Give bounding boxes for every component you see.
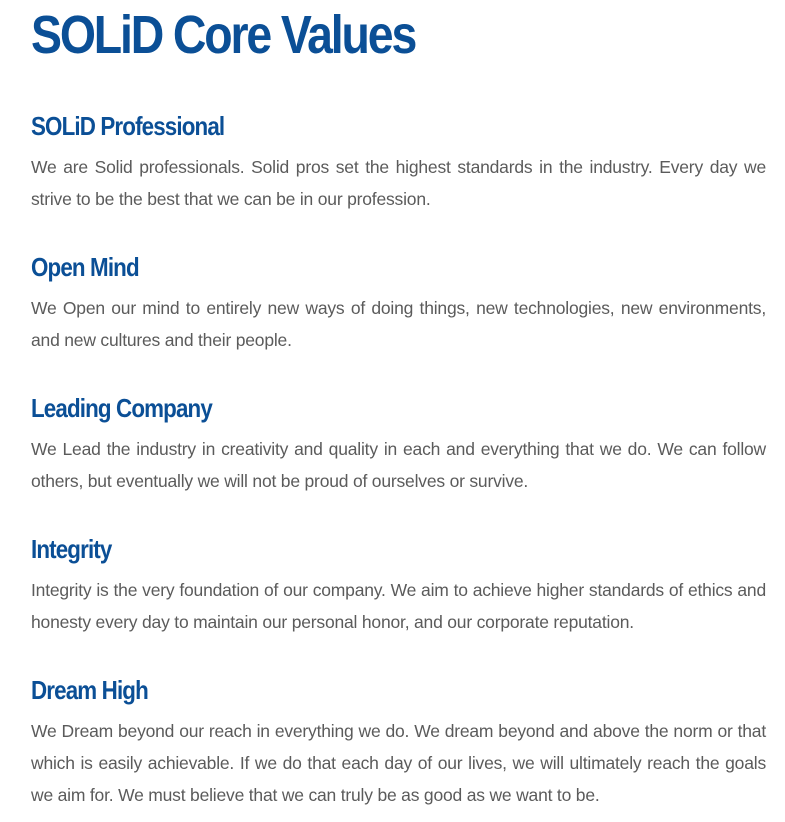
value-description: We Dream beyond our reach in everything we do. We dream beyond and above the norm or that which is easily achievable. If we do that each day of our lives, we will ultimately reach the goals we aim for. We must believe that we can truly be as good as we want to be. [31,721,766,805]
value-section-leading-company [31,393,766,497]
core-values-page [31,0,766,805]
page-title: SOLiD Core Values [31,5,416,65]
value-description: Integrity is the very foundation of our company. We aim to achieve higher standards of ethics and honesty every day to maintain our personal honor, and our corporate reputation. [31,580,766,632]
value-heading: Open Mind [31,252,139,282]
value-section-integrity [31,534,766,638]
value-section-open-mind [31,252,766,356]
value-description: We are Solid professionals. Solid pros set the highest standards in the industry. Every day we strive to be the best that we can be in our profession. [31,157,766,209]
value-description: We Lead the industry in creativity and quality in each and everything that we do. We can follow others, but eventually we will not be proud of ourselves or survive. [31,439,766,491]
value-heading: Leading Company [31,393,212,423]
value-heading: Integrity [31,534,112,564]
value-heading: SOLiD Professional [31,111,225,141]
value-section-dream-high [31,675,766,811]
value-section-solid-professional [31,111,766,215]
value-heading: Dream High [31,675,148,705]
value-description: We Open our mind to entirely new ways of doing things, new technologies, new environments, and new cultures and their people. [31,298,766,350]
